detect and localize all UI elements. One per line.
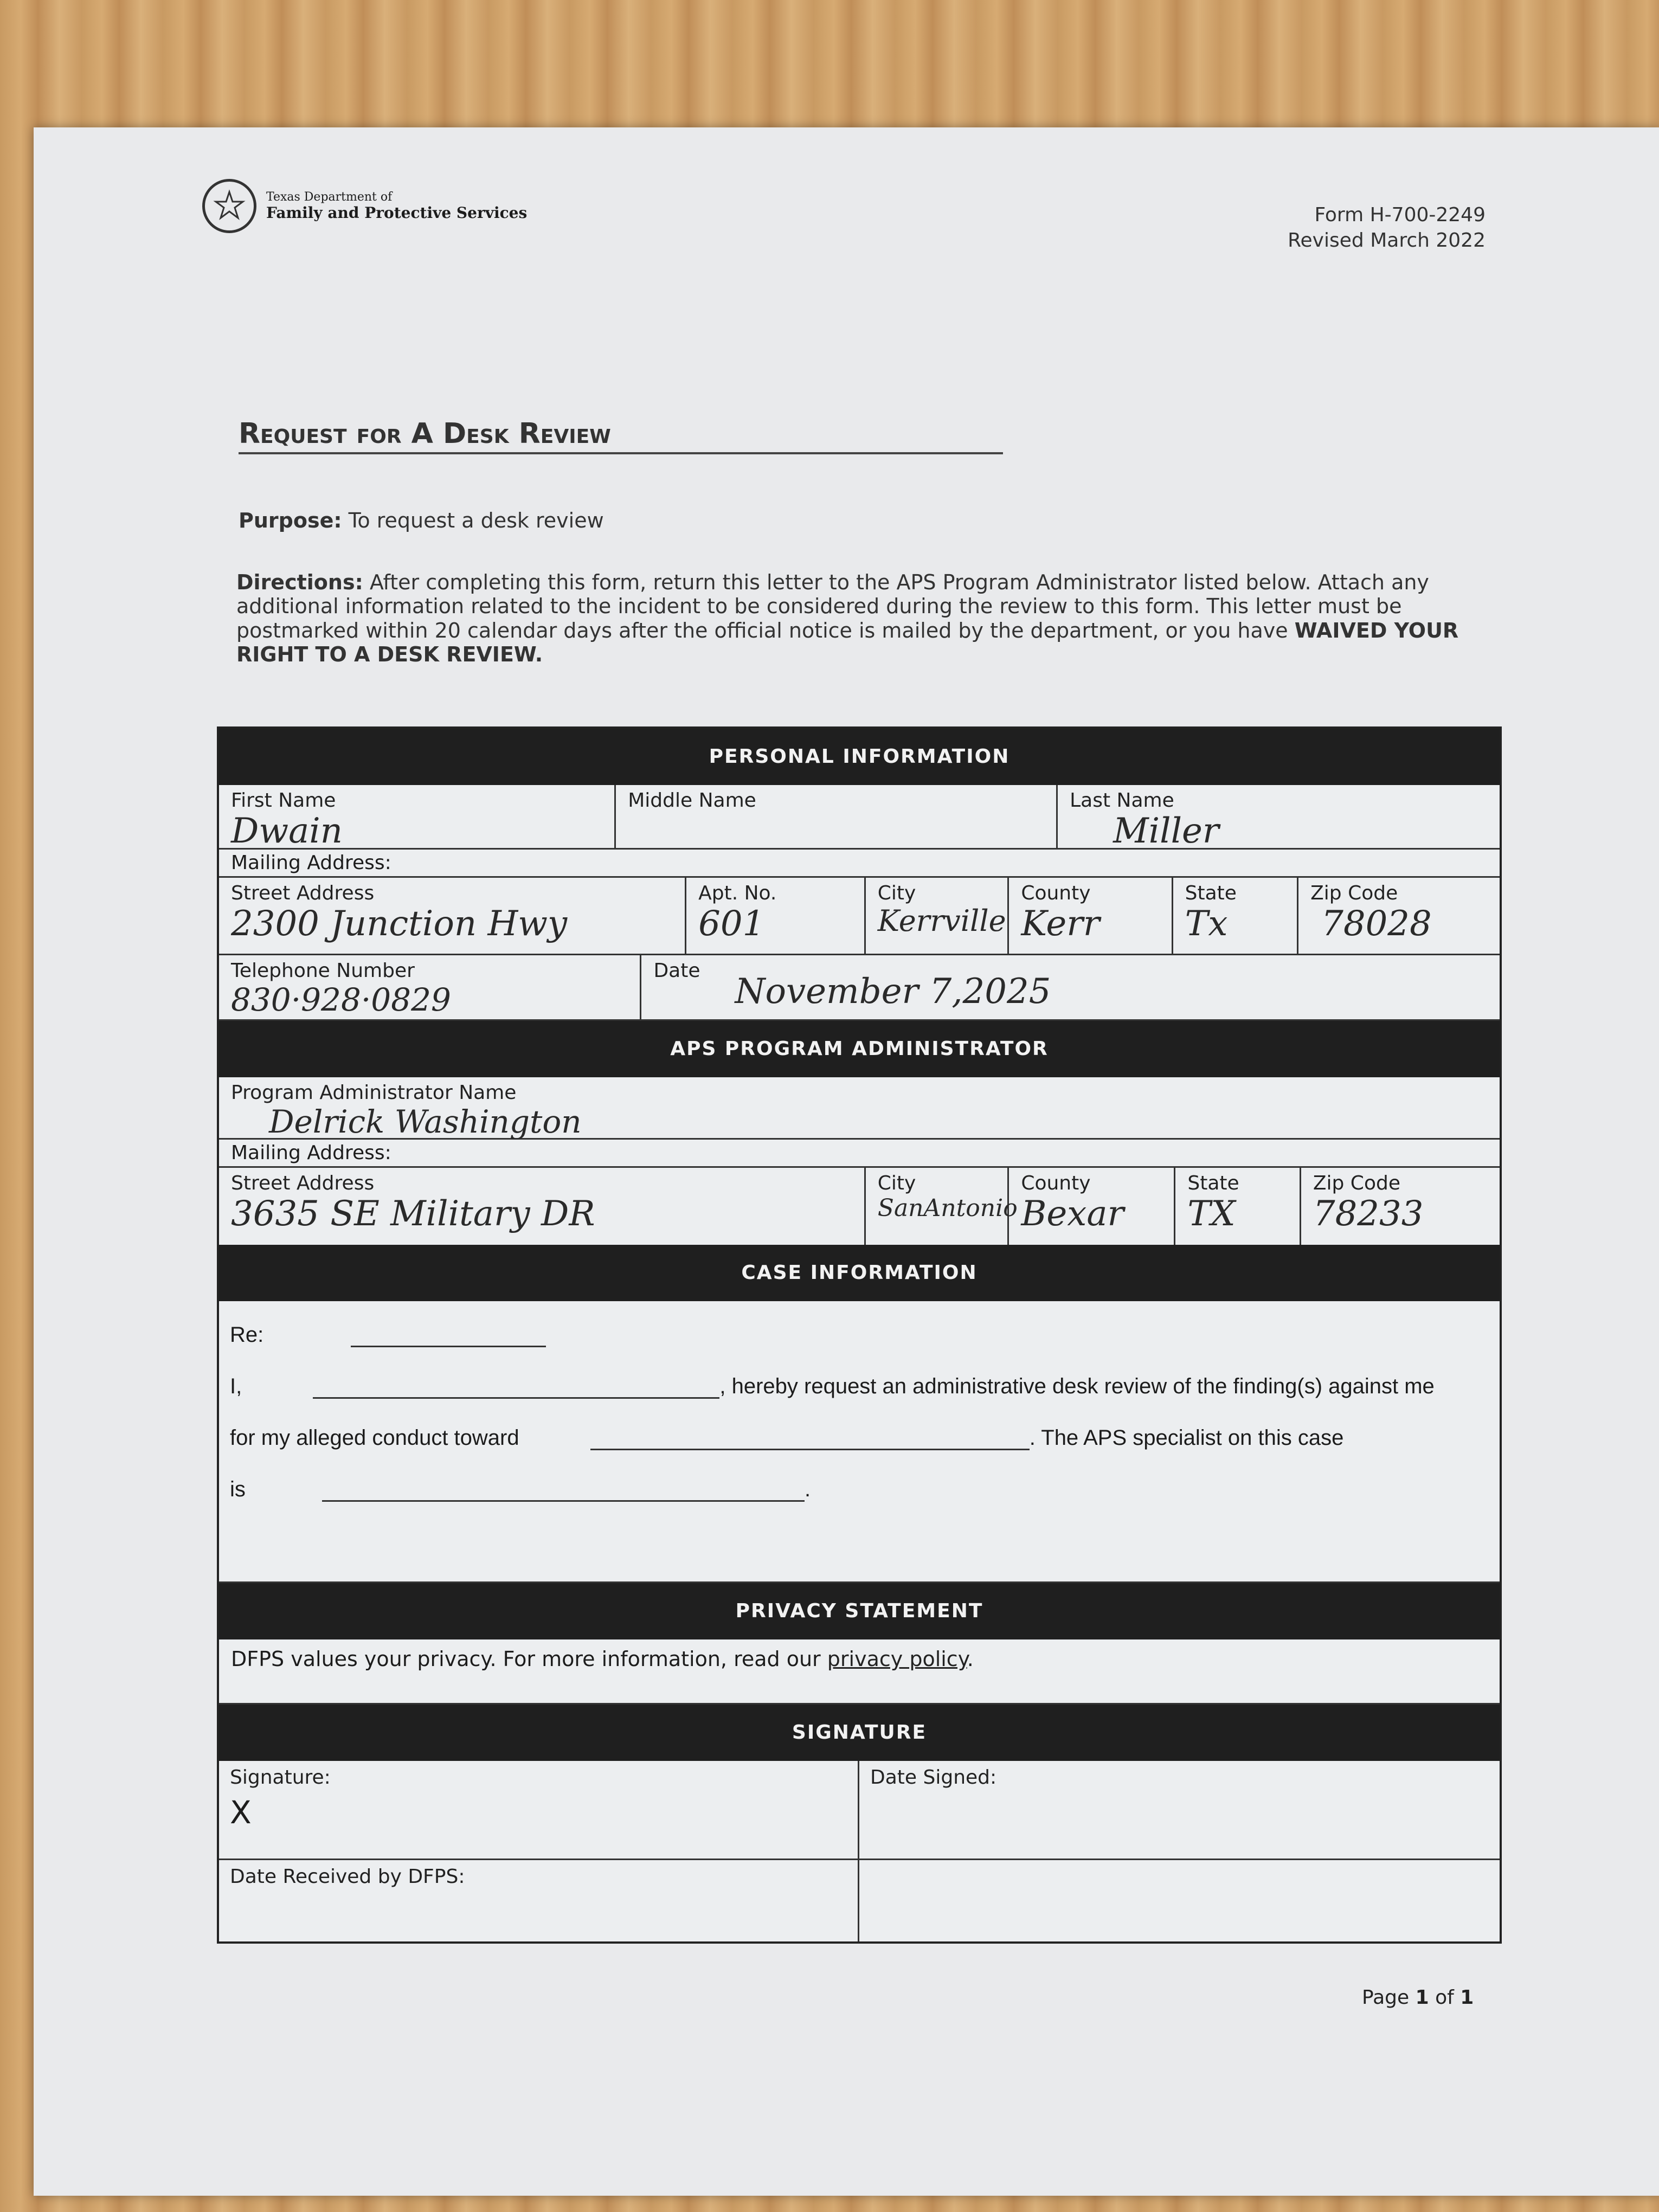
first-name-value: Dwain — [231, 811, 343, 851]
signature-heading: SIGNATURE — [219, 1705, 1500, 1761]
admin-name-row — [219, 1077, 1500, 1140]
admin-county-value: Bexar — [1021, 1194, 1124, 1234]
specialist-name-blank[interactable] — [322, 1478, 805, 1502]
alleged-victim-blank[interactable] — [590, 1427, 1030, 1450]
admin-city-field[interactable] — [866, 1168, 1018, 1245]
desk-review-form — [217, 726, 1502, 1944]
city-label: City — [877, 882, 916, 904]
form-title: Request for A Desk Review — [239, 417, 1003, 454]
admin-county-field[interactable] — [1009, 1168, 1175, 1245]
apt-value: 601 — [698, 904, 765, 944]
last-name-field[interactable] — [1058, 785, 1500, 851]
admin-zip-label: Zip Code — [1313, 1172, 1400, 1194]
privacy-statement — [219, 1639, 1500, 1705]
directions — [236, 570, 1472, 667]
page-of: of — [1435, 1986, 1454, 2009]
admin-county-label: County — [1021, 1172, 1091, 1194]
state-field[interactable] — [1173, 878, 1298, 954]
zip-value: 78028 — [1321, 904, 1432, 944]
admin-street-field[interactable] — [219, 1168, 866, 1245]
admin-city-value: SanAntonio — [877, 1194, 1018, 1222]
admin-street-label: Street Address — [231, 1172, 375, 1194]
purpose-text: To request a desk review — [348, 509, 604, 532]
form-number-block — [1288, 203, 1486, 254]
city-value: Kerrville — [877, 904, 1006, 938]
state-label: State — [1185, 882, 1237, 904]
privacy-policy-link[interactable]: privacy policy — [827, 1647, 967, 1671]
i-label: I, — [230, 1374, 242, 1398]
page-number — [1362, 1986, 1474, 2009]
apt-field[interactable] — [686, 878, 866, 954]
case-heading: CASE INFORMATION — [219, 1245, 1500, 1301]
specialist-line — [230, 1477, 1489, 1502]
middle-name-field[interactable] — [616, 785, 1058, 848]
admin-city-label: City — [877, 1172, 916, 1194]
received-row — [219, 1860, 1500, 1941]
date-signed-field[interactable] — [859, 1761, 1500, 1859]
re-label: Re: — [230, 1323, 264, 1347]
admin-address-row — [219, 1168, 1500, 1245]
last-name-label: Last Name — [1070, 789, 1174, 812]
county-value: Kerr — [1021, 904, 1100, 944]
privacy-period: . — [967, 1647, 974, 1671]
purpose — [239, 509, 604, 532]
admin-mailing-label: Mailing Address: — [219, 1140, 1500, 1168]
admin-state-field[interactable] — [1175, 1168, 1301, 1245]
is-label: is — [230, 1477, 246, 1501]
date-received-field[interactable] — [219, 1860, 859, 1941]
revised-date: Revised March 2022 — [1288, 229, 1486, 252]
zip-label: Zip Code — [1310, 882, 1398, 904]
request-text: , hereby request an administrative desk review of the finding(s) against me — [719, 1374, 1435, 1398]
signature-row — [219, 1761, 1500, 1860]
phone-field[interactable] — [219, 955, 641, 1019]
date-field[interactable] — [641, 955, 1500, 1019]
signature-label: Signature: — [230, 1766, 331, 1789]
dfps-seal-icon — [202, 179, 256, 233]
address-row — [219, 878, 1500, 955]
directions-label: Directions: — [236, 570, 363, 594]
directions-warning: WAIVED YOUR RIGHT TO A DESK REVIEW. — [236, 618, 1459, 667]
agency-line-2: Family and Protective Services — [266, 203, 528, 222]
date-signed-label: Date Signed: — [870, 1766, 997, 1789]
admin-street-value: 3635 SE Military DR — [231, 1194, 595, 1234]
zip-field[interactable] — [1298, 878, 1500, 954]
agency-line-1: Texas Department of — [266, 190, 393, 204]
specialist-text: . The APS specialist on this case — [1029, 1426, 1344, 1450]
signature-field[interactable] — [219, 1761, 859, 1859]
date-received-label: Date Received by DFPS: — [230, 1866, 465, 1888]
agency-name — [266, 190, 527, 221]
date-label: Date — [653, 960, 700, 982]
re-line — [230, 1323, 1489, 1347]
privacy-text: DFPS values your privacy. For more information, read our — [231, 1647, 821, 1671]
page-current: 1 — [1415, 1986, 1429, 2009]
page-word: Page — [1362, 1986, 1410, 2009]
admin-heading: APS PROGRAM ADMINISTRATOR — [219, 1021, 1500, 1077]
name-row — [219, 785, 1500, 850]
admin-name-value: Delrick Washington — [269, 1103, 582, 1140]
admin-name-label: Program Administrator Name — [231, 1082, 517, 1104]
admin-zip-field[interactable] — [1301, 1168, 1500, 1245]
conduct-line — [230, 1426, 1489, 1450]
admin-state-value: TX — [1187, 1194, 1236, 1234]
privacy-heading: PRIVACY STATEMENT — [219, 1583, 1500, 1639]
received-blank-cell — [859, 1860, 1500, 1941]
phone-value: 830·928·0829 — [231, 981, 451, 1018]
apt-label: Apt. No. — [698, 882, 777, 904]
conduct-text: for my alleged conduct toward — [230, 1426, 519, 1450]
personal-info-heading: PERSONAL INFORMATION — [219, 729, 1500, 785]
re-blank[interactable] — [351, 1324, 546, 1347]
phone-label: Telephone Number — [231, 960, 415, 982]
directions-text: After completing this form, return this letter to the APS Program Administrator listed below. Attach any additional information related to the incident to be considered during the review to this form. This letter must be postmarked within 20 calendar days after the official notice is mailed by the department, or you have — [236, 570, 1429, 642]
purpose-label: Purpose: — [239, 509, 342, 532]
texas-star-icon — [212, 189, 247, 223]
page-total: 1 — [1460, 1986, 1474, 2009]
first-name-field[interactable] — [219, 785, 616, 851]
street-label: Street Address — [231, 882, 375, 904]
county-field[interactable] — [1009, 878, 1173, 954]
request-line — [230, 1374, 1489, 1399]
signature-x-mark: X — [230, 1794, 252, 1831]
first-name-label: First Name — [231, 789, 336, 812]
middle-name-label: Middle Name — [628, 789, 756, 812]
street-field[interactable] — [219, 878, 686, 954]
street-value: 2300 Junction Hwy — [231, 904, 568, 944]
county-label: County — [1021, 882, 1091, 904]
phone-date-row — [219, 955, 1500, 1021]
case-statement — [219, 1301, 1500, 1583]
admin-zip-value: 78233 — [1313, 1194, 1424, 1234]
date-value: November 7,2025 — [735, 972, 1051, 1012]
specialist-period: . — [805, 1477, 811, 1501]
agency-logo — [202, 179, 527, 233]
admin-state-label: State — [1187, 1172, 1239, 1194]
city-field[interactable] — [866, 878, 1009, 954]
requester-name-blank[interactable] — [313, 1375, 719, 1399]
state-value: Tx — [1185, 904, 1228, 944]
last-name-value: Miller — [1113, 811, 1219, 851]
personal-mailing-label: Mailing Address: — [219, 850, 1500, 878]
admin-name-field[interactable] — [219, 1077, 1500, 1138]
form-number: Form H-700-2249 — [1314, 204, 1486, 226]
